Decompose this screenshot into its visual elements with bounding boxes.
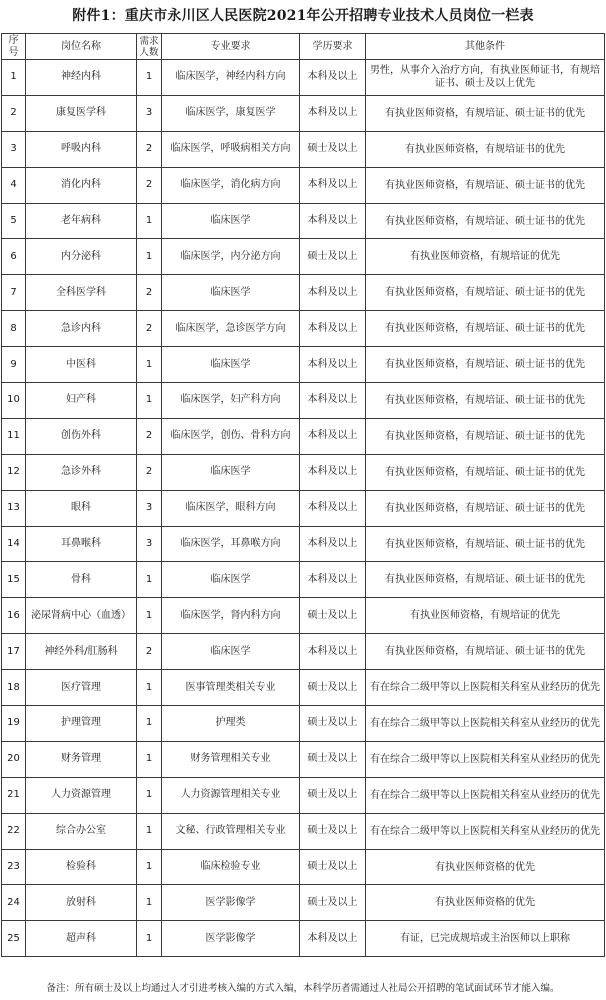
cell-other-conditions: 有在综合二级甲等以上医院相关科室从业经历的优先 bbox=[366, 706, 605, 742]
cell-education-requirement: 硕士及以上 bbox=[300, 813, 366, 849]
cell-position-name: 呼吸内科 bbox=[26, 131, 137, 167]
cell-major-requirement: 临床医学，消化病方向 bbox=[162, 167, 300, 203]
cell-education-requirement: 本科及以上 bbox=[300, 95, 366, 131]
cell-required-count: 1 bbox=[137, 562, 162, 598]
cell-major-requirement: 临床医学，妇产科方向 bbox=[162, 383, 300, 419]
cell-major-requirement: 医学影像学 bbox=[162, 885, 300, 921]
cell-education-requirement: 硕士及以上 bbox=[300, 670, 366, 706]
cell-required-count: 1 bbox=[137, 670, 162, 706]
cell-education-requirement: 本科及以上 bbox=[300, 275, 366, 311]
cell-major-requirement: 临床医学，内分泌方向 bbox=[162, 239, 300, 275]
cell-other-conditions: 有在综合二级甲等以上医院相关科室从业经历的优先 bbox=[366, 777, 605, 813]
cell-position-name: 耳鼻喉科 bbox=[26, 526, 137, 562]
table-header-row bbox=[2, 34, 605, 60]
cell-education-requirement: 本科及以上 bbox=[300, 167, 366, 203]
cell-other-conditions: 有执业医师资格，有规培证、硕士证书的优先 bbox=[366, 311, 605, 347]
table-row bbox=[2, 921, 605, 957]
cell-education-requirement: 本科及以上 bbox=[300, 921, 366, 957]
cell-serial-number: 24 bbox=[2, 885, 26, 921]
cell-serial-number: 2 bbox=[2, 95, 26, 131]
cell-position-name: 医疗管理 bbox=[26, 670, 137, 706]
document-title: 附件1：重庆市永川区人民医院2021年公开招聘专业技术人员岗位一栏表 bbox=[72, 8, 534, 24]
cell-required-count: 1 bbox=[137, 239, 162, 275]
cell-other-conditions: 有证，已完成规培或主治医师以上职称 bbox=[366, 921, 605, 957]
cell-position-name: 财务管理 bbox=[26, 741, 137, 777]
cell-major-requirement: 临床医学，康复医学 bbox=[162, 95, 300, 131]
cell-required-count: 1 bbox=[137, 598, 162, 634]
cell-position-name: 护理管理 bbox=[26, 706, 137, 742]
cell-required-count: 2 bbox=[137, 418, 162, 454]
cell-required-count: 1 bbox=[137, 885, 162, 921]
cell-position-name: 眼科 bbox=[26, 490, 137, 526]
cell-education-requirement: 本科及以上 bbox=[300, 526, 366, 562]
table-row bbox=[2, 454, 605, 490]
cell-serial-number: 14 bbox=[2, 526, 26, 562]
cell-serial-number: 12 bbox=[2, 454, 26, 490]
header-education-requirement: 学历要求 bbox=[300, 34, 366, 60]
cell-required-count: 1 bbox=[137, 813, 162, 849]
cell-major-requirement: 临床检验专业 bbox=[162, 849, 300, 885]
header-position-name: 岗位名称 bbox=[26, 34, 137, 60]
cell-required-count: 2 bbox=[137, 311, 162, 347]
table-row bbox=[2, 275, 605, 311]
cell-position-name: 消化内科 bbox=[26, 167, 137, 203]
cell-required-count: 3 bbox=[137, 95, 162, 131]
cell-education-requirement: 本科及以上 bbox=[300, 490, 366, 526]
cell-serial-number: 10 bbox=[2, 383, 26, 419]
cell-education-requirement: 硕士及以上 bbox=[300, 239, 366, 275]
cell-required-count: 1 bbox=[137, 921, 162, 957]
cell-serial-number: 6 bbox=[2, 239, 26, 275]
cell-position-name: 神经外科/肛肠科 bbox=[26, 634, 137, 670]
cell-other-conditions: 有执业医师资格，有规培证、硕士证书的优先 bbox=[366, 347, 605, 383]
cell-serial-number: 22 bbox=[2, 813, 26, 849]
cell-position-name: 人力资源管理 bbox=[26, 777, 137, 813]
cell-other-conditions: 有在综合二级甲等以上医院相关科室从业经历的优先 bbox=[366, 670, 605, 706]
cell-serial-number: 21 bbox=[2, 777, 26, 813]
cell-position-name: 急诊内科 bbox=[26, 311, 137, 347]
cell-required-count: 3 bbox=[137, 490, 162, 526]
cell-major-requirement: 临床医学 bbox=[162, 454, 300, 490]
cell-serial-number: 11 bbox=[2, 418, 26, 454]
cell-major-requirement: 临床医学，眼科方向 bbox=[162, 490, 300, 526]
table-row bbox=[2, 131, 605, 167]
cell-major-requirement: 人力资源管理相关专业 bbox=[162, 777, 300, 813]
cell-required-count: 2 bbox=[137, 454, 162, 490]
cell-major-requirement: 临床医学 bbox=[162, 562, 300, 598]
cell-major-requirement: 临床医学，神经内科方向 bbox=[162, 60, 300, 96]
cell-position-name: 创伤外科 bbox=[26, 418, 137, 454]
table-row bbox=[2, 813, 605, 849]
cell-serial-number: 4 bbox=[2, 167, 26, 203]
header-serial-number: 序号 bbox=[2, 34, 26, 60]
cell-required-count: 1 bbox=[137, 849, 162, 885]
cell-other-conditions: 有执业医师资格，有规培证、硕士证书的优先 bbox=[366, 454, 605, 490]
cell-major-requirement: 临床医学，肾内科方向 bbox=[162, 598, 300, 634]
cell-education-requirement: 本科及以上 bbox=[300, 383, 366, 419]
cell-serial-number: 18 bbox=[2, 670, 26, 706]
cell-position-name: 全科医学科 bbox=[26, 275, 137, 311]
cell-serial-number: 20 bbox=[2, 741, 26, 777]
cell-serial-number: 23 bbox=[2, 849, 26, 885]
cell-position-name: 检验科 bbox=[26, 849, 137, 885]
cell-other-conditions: 有执业医师资格，有规培证、硕士证书的优先 bbox=[366, 383, 605, 419]
cell-other-conditions: 有执业医师资格的优先 bbox=[366, 885, 605, 921]
cell-major-requirement: 文秘、行政管理相关专业 bbox=[162, 813, 300, 849]
cell-other-conditions: 男性，从事介入治疗方向，有执业医师证书，有规培证书、硕士及以上优先 bbox=[366, 60, 605, 96]
table-row bbox=[2, 311, 605, 347]
cell-major-requirement: 财务管理相关专业 bbox=[162, 741, 300, 777]
cell-required-count: 1 bbox=[137, 383, 162, 419]
cell-position-name: 急诊外科 bbox=[26, 454, 137, 490]
cell-education-requirement: 本科及以上 bbox=[300, 562, 366, 598]
cell-serial-number: 16 bbox=[2, 598, 26, 634]
cell-required-count: 2 bbox=[137, 167, 162, 203]
cell-major-requirement: 医学影像学 bbox=[162, 921, 300, 957]
cell-major-requirement: 医事管理类相关专业 bbox=[162, 670, 300, 706]
table-row bbox=[2, 418, 605, 454]
cell-serial-number: 15 bbox=[2, 562, 26, 598]
cell-required-count: 2 bbox=[137, 131, 162, 167]
cell-other-conditions: 有执业医师资格，有规培证、硕士证书的优先 bbox=[366, 203, 605, 239]
positions-table bbox=[1, 33, 605, 957]
cell-major-requirement: 临床医学，耳鼻喉方向 bbox=[162, 526, 300, 562]
cell-required-count: 1 bbox=[137, 706, 162, 742]
header-other-conditions: 其他条件 bbox=[366, 34, 605, 60]
cell-other-conditions: 有执业医师资格的优先 bbox=[366, 849, 605, 885]
table-row bbox=[2, 347, 605, 383]
cell-major-requirement: 临床医学 bbox=[162, 347, 300, 383]
cell-education-requirement: 本科及以上 bbox=[300, 634, 366, 670]
cell-other-conditions: 有执业医师资格，有规培证、硕士证书的优先 bbox=[366, 526, 605, 562]
table-row bbox=[2, 167, 605, 203]
cell-other-conditions: 有在综合二级甲等以上医院相关科室从业经历的优先 bbox=[366, 813, 605, 849]
cell-major-requirement: 临床医学，呼吸病相关方向 bbox=[162, 131, 300, 167]
cell-other-conditions: 有执业医师资格，有规培证的优先 bbox=[366, 598, 605, 634]
footnote: 备注：所有硕士及以上均通过人才引进考核入编的方式入编，本科学历者需通过人社局公开招聘的笔试面试环节才能入编。 bbox=[46, 983, 560, 994]
cell-serial-number: 7 bbox=[2, 275, 26, 311]
cell-required-count: 1 bbox=[137, 741, 162, 777]
cell-required-count: 1 bbox=[137, 347, 162, 383]
table-row bbox=[2, 203, 605, 239]
cell-position-name: 神经内科 bbox=[26, 60, 137, 96]
table-row bbox=[2, 239, 605, 275]
header-major-requirement: 专业要求 bbox=[162, 34, 300, 60]
cell-serial-number: 19 bbox=[2, 706, 26, 742]
cell-education-requirement: 本科及以上 bbox=[300, 203, 366, 239]
cell-position-name: 骨科 bbox=[26, 562, 137, 598]
table-row bbox=[2, 383, 605, 419]
cell-major-requirement: 临床医学 bbox=[162, 203, 300, 239]
cell-serial-number: 8 bbox=[2, 311, 26, 347]
cell-position-name: 中医科 bbox=[26, 347, 137, 383]
table-row bbox=[2, 885, 605, 921]
cell-position-name: 泌尿肾病中心（血透） bbox=[26, 598, 137, 634]
cell-education-requirement: 本科及以上 bbox=[300, 454, 366, 490]
table-row bbox=[2, 849, 605, 885]
cell-major-requirement: 临床医学，急诊医学方向 bbox=[162, 311, 300, 347]
cell-required-count: 2 bbox=[137, 634, 162, 670]
cell-education-requirement: 本科及以上 bbox=[300, 60, 366, 96]
cell-education-requirement: 本科及以上 bbox=[300, 347, 366, 383]
cell-position-name: 老年病科 bbox=[26, 203, 137, 239]
table-row bbox=[2, 490, 605, 526]
cell-required-count: 1 bbox=[137, 203, 162, 239]
cell-required-count: 1 bbox=[137, 60, 162, 96]
table-row bbox=[2, 60, 605, 96]
header-required-count: 需求人数 bbox=[137, 34, 162, 60]
cell-other-conditions: 有在综合二级甲等以上医院相关科室从业经历的优先 bbox=[366, 741, 605, 777]
table-row bbox=[2, 670, 605, 706]
cell-other-conditions: 有执业医师资格，有规培证、硕士证书的优先 bbox=[366, 95, 605, 131]
cell-education-requirement: 硕士及以上 bbox=[300, 598, 366, 634]
cell-other-conditions: 有执业医师资格，有规培证、硕士证书的优先 bbox=[366, 167, 605, 203]
table-row bbox=[2, 526, 605, 562]
cell-education-requirement: 硕士及以上 bbox=[300, 706, 366, 742]
cell-other-conditions: 有执业医师资格，有规培证、硕士证书的优先 bbox=[366, 418, 605, 454]
cell-position-name: 妇产科 bbox=[26, 383, 137, 419]
cell-major-requirement: 临床医学，创伤、骨科方向 bbox=[162, 418, 300, 454]
cell-education-requirement: 本科及以上 bbox=[300, 311, 366, 347]
cell-required-count: 1 bbox=[137, 777, 162, 813]
cell-education-requirement: 硕士及以上 bbox=[300, 741, 366, 777]
cell-serial-number: 25 bbox=[2, 921, 26, 957]
table-row bbox=[2, 741, 605, 777]
cell-other-conditions: 有执业医师资格，有规培证书的优先 bbox=[366, 131, 605, 167]
cell-position-name: 放射科 bbox=[26, 885, 137, 921]
table-row bbox=[2, 95, 605, 131]
cell-serial-number: 1 bbox=[2, 60, 26, 96]
cell-education-requirement: 硕士及以上 bbox=[300, 777, 366, 813]
table-row bbox=[2, 598, 605, 634]
cell-education-requirement: 硕士及以上 bbox=[300, 131, 366, 167]
cell-education-requirement: 本科及以上 bbox=[300, 418, 366, 454]
cell-serial-number: 9 bbox=[2, 347, 26, 383]
table-row bbox=[2, 777, 605, 813]
table-row bbox=[2, 634, 605, 670]
cell-education-requirement: 硕士及以上 bbox=[300, 885, 366, 921]
cell-education-requirement: 硕士及以上 bbox=[300, 849, 366, 885]
cell-required-count: 3 bbox=[137, 526, 162, 562]
table-row bbox=[2, 706, 605, 742]
cell-major-requirement: 护理类 bbox=[162, 706, 300, 742]
cell-serial-number: 17 bbox=[2, 634, 26, 670]
cell-other-conditions: 有执业医师资格，有规培证、硕士证书的优先 bbox=[366, 634, 605, 670]
cell-serial-number: 13 bbox=[2, 490, 26, 526]
cell-required-count: 2 bbox=[137, 275, 162, 311]
cell-position-name: 超声科 bbox=[26, 921, 137, 957]
cell-other-conditions: 有执业医师资格，有规培证、硕士证书的优先 bbox=[366, 562, 605, 598]
cell-serial-number: 5 bbox=[2, 203, 26, 239]
cell-major-requirement: 临床医学 bbox=[162, 634, 300, 670]
cell-position-name: 内分泌科 bbox=[26, 239, 137, 275]
cell-other-conditions: 有执业医师资格，有规培证、硕士证书的优先 bbox=[366, 490, 605, 526]
table-row bbox=[2, 562, 605, 598]
cell-other-conditions: 有执业医师资格，有规培证、硕士证书的优先 bbox=[366, 275, 605, 311]
cell-major-requirement: 临床医学 bbox=[162, 275, 300, 311]
cell-serial-number: 3 bbox=[2, 131, 26, 167]
cell-position-name: 综合办公室 bbox=[26, 813, 137, 849]
cell-position-name: 康复医学科 bbox=[26, 95, 137, 131]
cell-other-conditions: 有执业医师资格，有规培证的优先 bbox=[366, 239, 605, 275]
